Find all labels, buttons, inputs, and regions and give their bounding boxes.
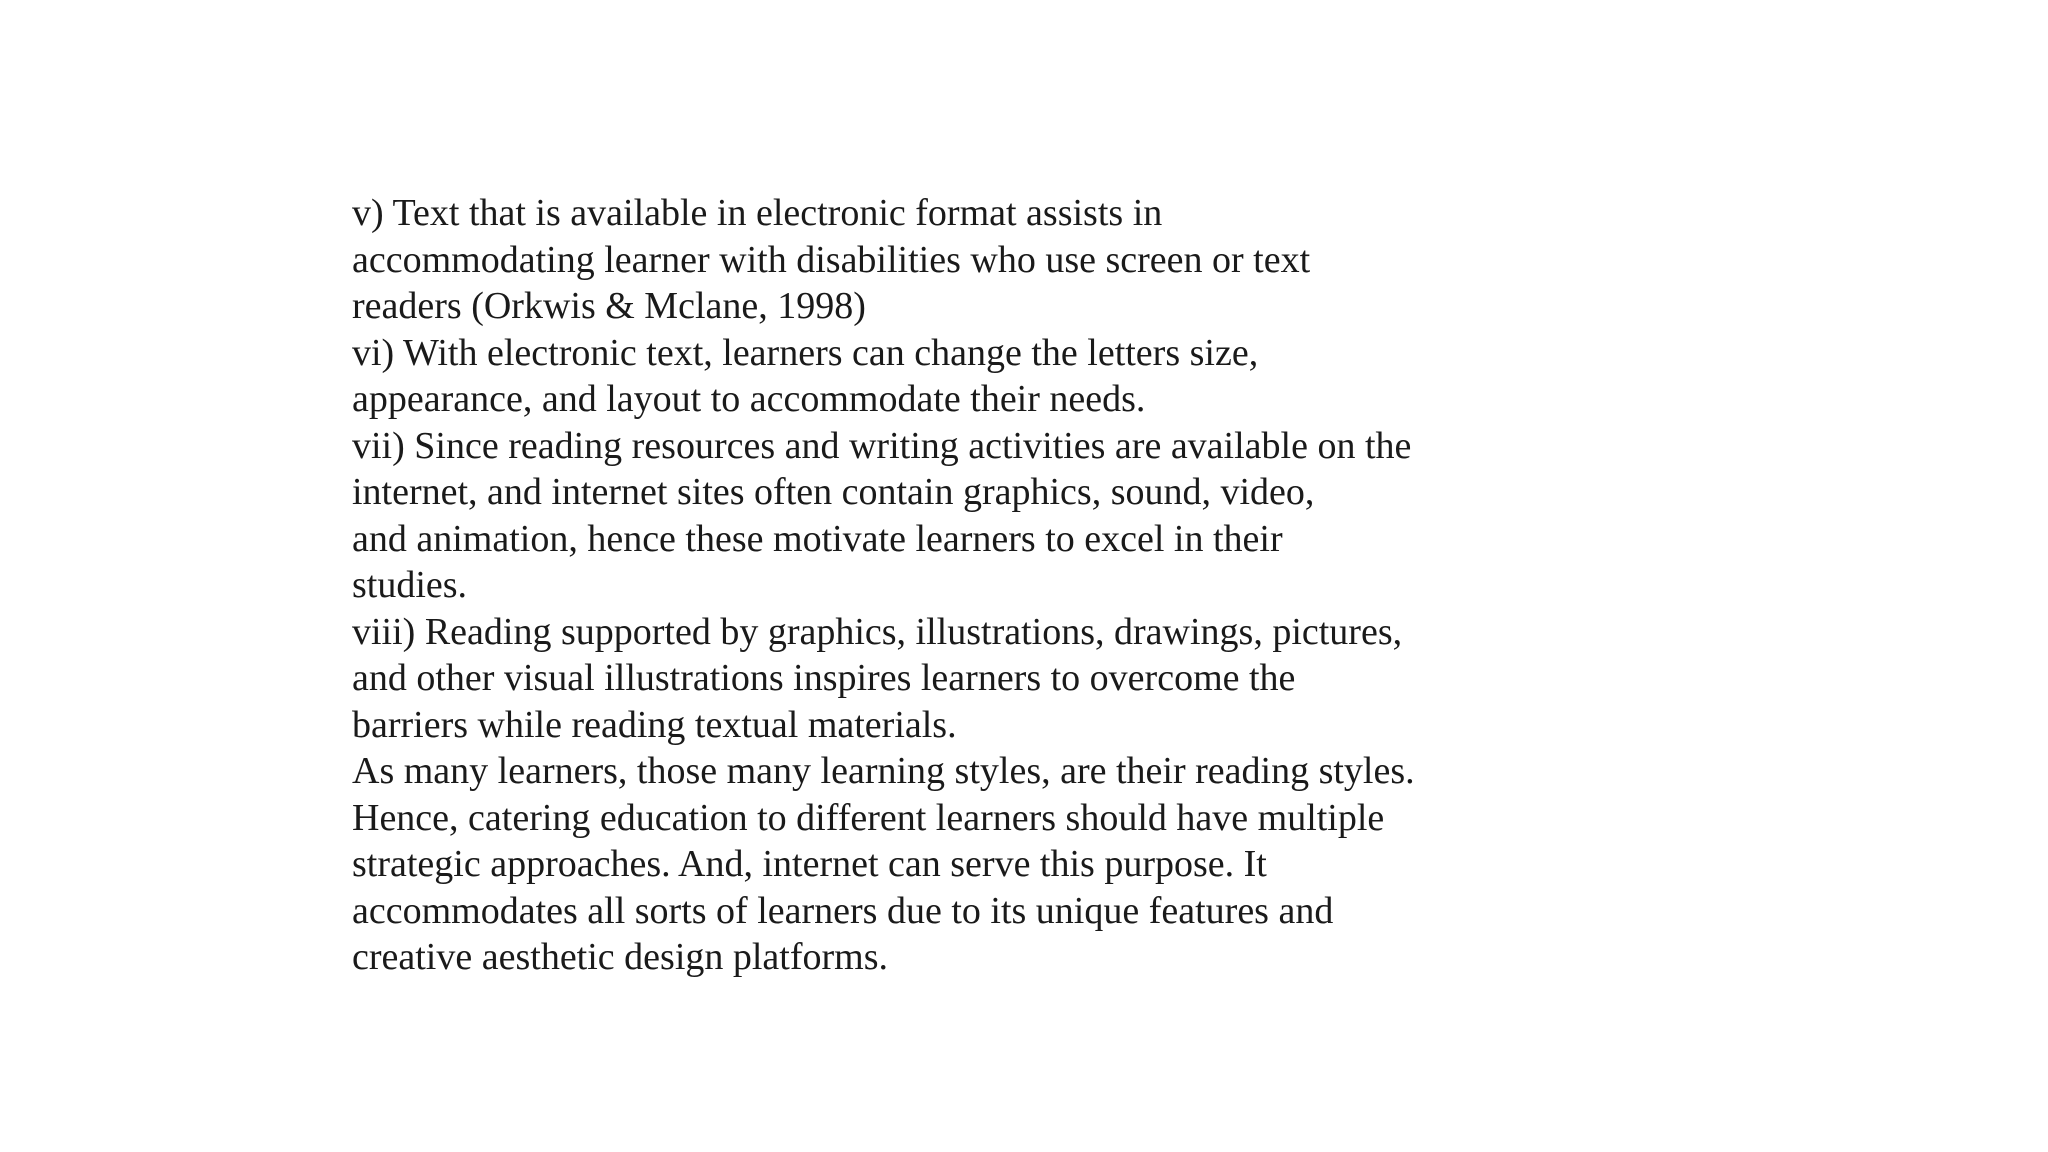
body-text [352, 190, 1512, 981]
text-line: appearance, and layout to accommodate their needs. [352, 378, 1146, 420]
text-line: and animation, hence these motivate learners to excel in their [352, 517, 1283, 560]
text-line: accommodates all sorts of learners due to its unique features and [352, 889, 1334, 932]
text-line: creative aesthetic design platforms. [352, 936, 889, 978]
text-line: strategic approaches. And, internet can serve this purpose. It [352, 843, 1267, 885]
text-line: internet, and internet sites often contain graphics, sound, video, [352, 471, 1315, 513]
text-line: vi) With electronic text, learners can change the letters size, [352, 331, 1259, 374]
text-line: Hence, catering education to different learners should have multiple [352, 796, 1385, 839]
text-line: viii) Reading supported by graphics, illustrations, drawings, pictures, [352, 610, 1403, 653]
text-line: studies. [352, 564, 468, 606]
text-line: and other visual illustrations inspires learners to overcome the [352, 657, 1296, 699]
text-line: readers (Orkwis & Mclane, 1998) [352, 285, 866, 327]
text-line: accommodating learner with disabilities who use screen or text [352, 238, 1311, 281]
text-line: vii) Since reading resources and writing activities are available on the [352, 424, 1412, 467]
text-line: As many learners, those many learning styles, are their reading styles. [352, 750, 1415, 792]
text-line: v) Text that is available in electronic format assists in [352, 192, 1163, 234]
text-line: barriers while reading textual materials. [352, 703, 957, 746]
